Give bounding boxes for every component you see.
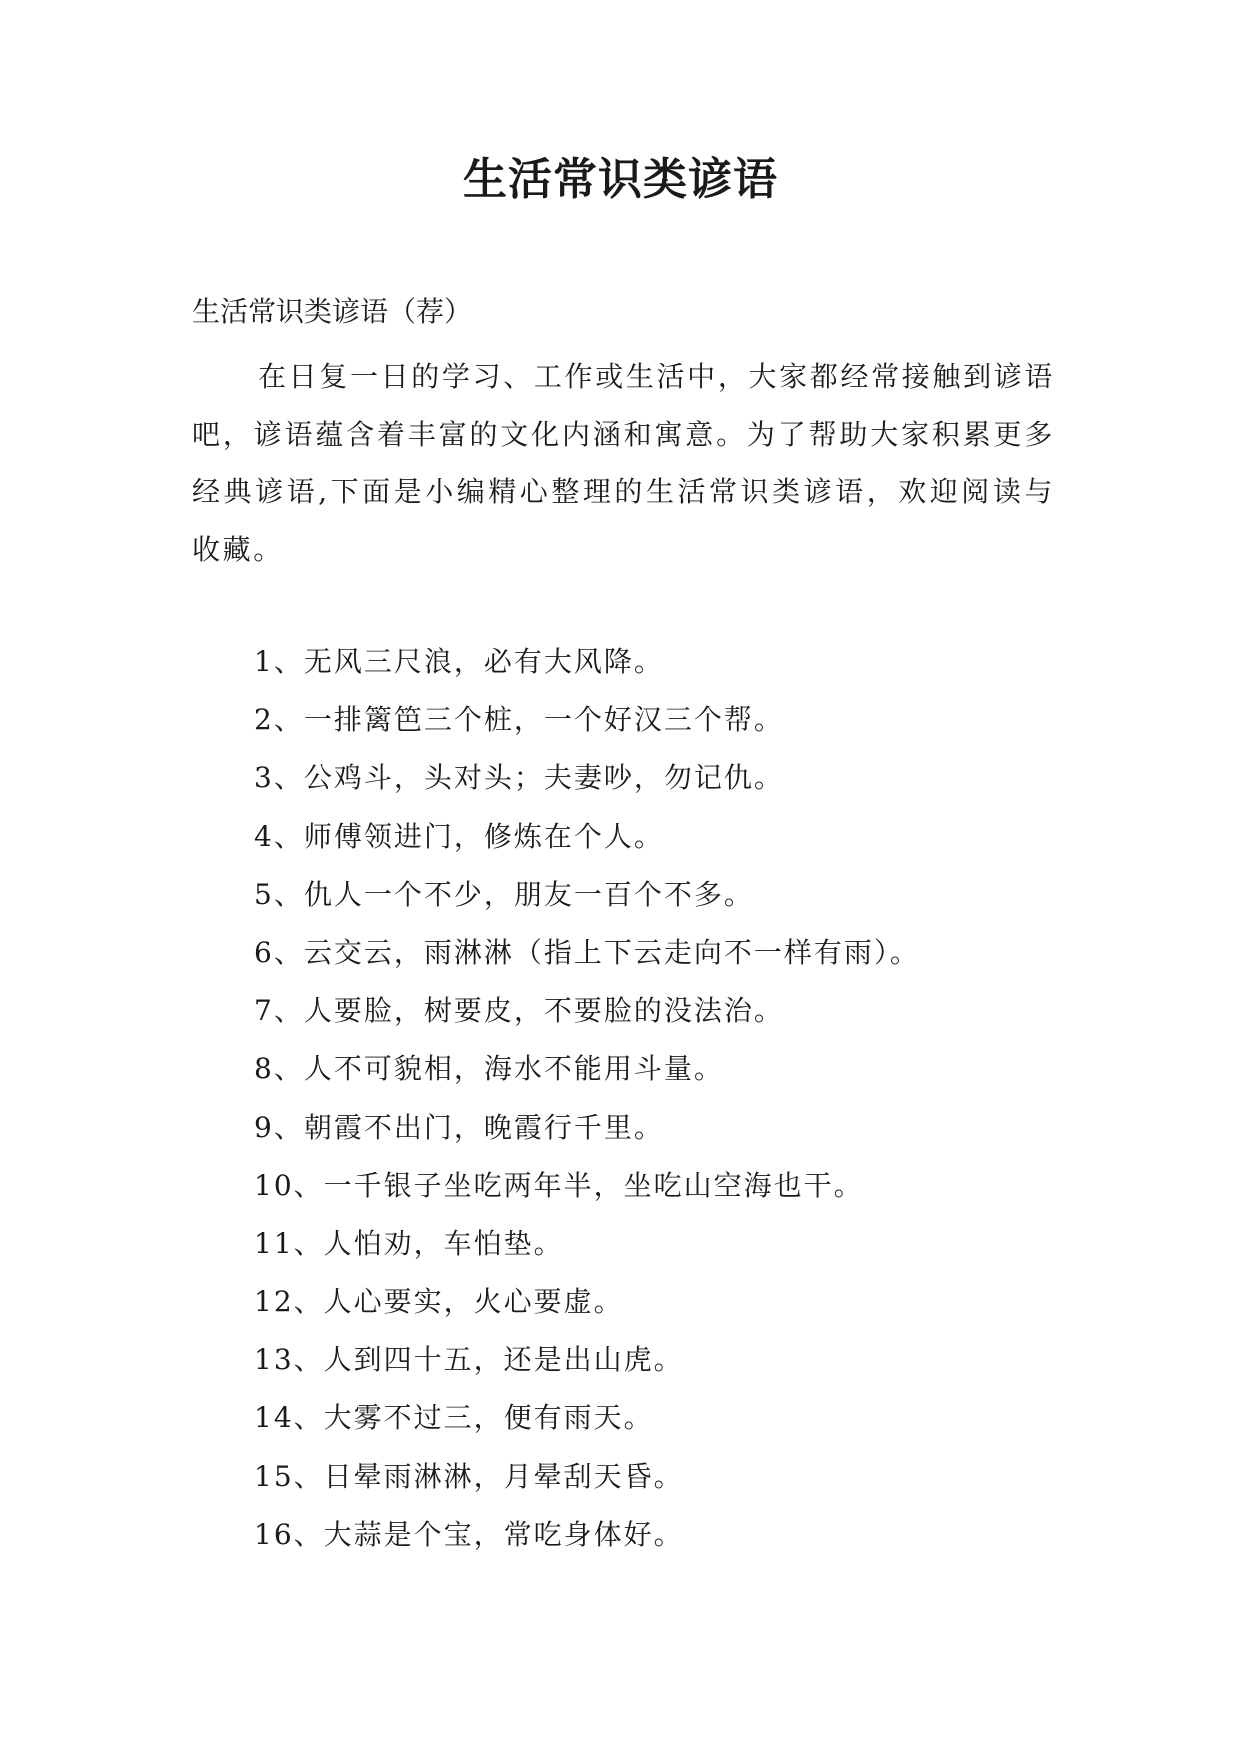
list-item: 11、人怕劝，车怕垫。 <box>254 1226 564 1260</box>
list-item: 13、人到四十五，还是出山虎。 <box>254 1343 684 1377</box>
list-item: 12、人心要实，火心要虚。 <box>254 1285 624 1319</box>
intro-paragraph: 在日复一日的学习、工作或生活中，大家都经常接触到谚语吧，谚语蕴含着丰富的文化内涵和寓意。为了帮助大家积累更多经典谚语,下面是小编精心整理的生活常识类谚语，欢迎阅读与收藏。 <box>192 360 1055 566</box>
list-item: 5、仇人一个不少，朋友一百个不多。 <box>254 877 754 911</box>
list-item: 2、一排篱笆三个桩，一个好汉三个帮。 <box>254 703 784 737</box>
list-item: 9、朝霞不出门，晚霞行千里。 <box>254 1110 664 1144</box>
list-item: 10、一千银子坐吃两年半，坐吃山空海也干。 <box>254 1168 864 1202</box>
list-item: 1、无风三尺浪，必有大风降。 <box>254 645 664 678</box>
list-item: 16、大蒜是个宝，常吃身体好。 <box>254 1517 684 1551</box>
list-item: 6、云交云，雨淋淋（指上下云走向不一样有雨）。 <box>254 935 920 969</box>
list-item: 14、大雾不过三，便有雨天。 <box>254 1401 654 1435</box>
proverb-list <box>254 642 920 1573</box>
list-item: 4、师傅领进门，修炼在个人。 <box>254 819 664 853</box>
list-item: 7、人要脸，树要皮，不要脸的没法治。 <box>254 994 784 1028</box>
list-item: 15、日晕雨淋淋，月晕刮天昏。 <box>254 1459 684 1493</box>
document-subtitle: 生活常识类谚语（荐） <box>192 295 473 328</box>
list-item: 3、公鸡斗，头对头；夫妻吵，勿记仇。 <box>254 761 784 795</box>
document-title: 生活常识类谚语 <box>463 154 778 205</box>
list-item: 8、人不可貌相，海水不能用斗量。 <box>254 1052 724 1086</box>
